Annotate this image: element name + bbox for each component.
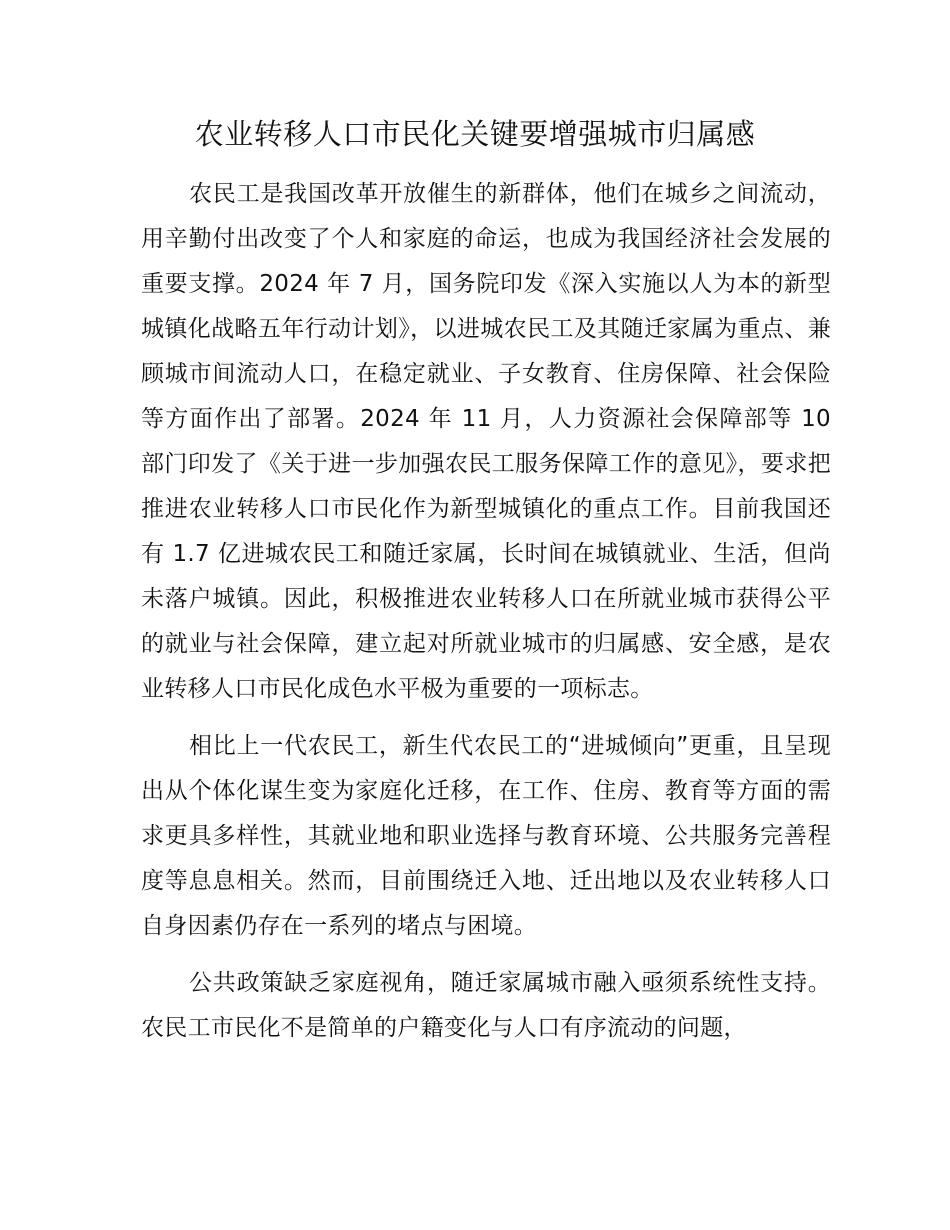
- document-title: 农业转移人口市民化关键要增强城市归属感: [194, 117, 756, 151]
- document-body: [141, 172, 831, 1063]
- paragraph-3: 公共政策缺乏家庭视角，随迁家属城市融入亟须系统性支持。农民工市民化不是简单的户籍变化与人口有序流动的问题，: [141, 970, 831, 1041]
- paragraph-2: 相比上一代农民工，新生代农民工的“进城倾向”更重，且呈现出从个体化谋生变为家庭化迁移，在工作、住房、教育等方面的需求更具多样性，其就业地和职业选择与教育环境、公共服务完善程度等息息相关。然而，目前围绕迁入地、迁出地以及农业转移人口自身因素仍存在一系列的堵点与困境。: [141, 733, 831, 939]
- paragraph-1: 农民工是我国改革开放催生的新群体，他们在城乡之间流动，用辛勤付出改变了个人和家庭的命运，也成为我国经济社会发展的重要支撑。2024 年 7 月，国务院印发《深入实施以人为本的新型城镇化战略五年行动计划》，以进城农民工及其随迁家属为重点、兼顾城市间流动人口，在稳定就业、子女教育、住房保障、社会保险等方面作出了部署。2024 年 11 月，人力资源社会保障部等 10 部门印发了《关于进一步加强农民工服务保障工作的意见》，要求把推进农业转移人口市民化作为新型城镇化的重点工作。目前我国还有 1.7 亿进城农民工和随迁家属，长时间在城镇就业、生活，但尚未落户城镇。因此，积极推进农业转移人口在所就业城市获得公平的就业与社会保障，建立起对所就业城市的归属感、安全感，是农业转移人口市民化成色水平极为重要的一项标志。: [141, 181, 831, 702]
